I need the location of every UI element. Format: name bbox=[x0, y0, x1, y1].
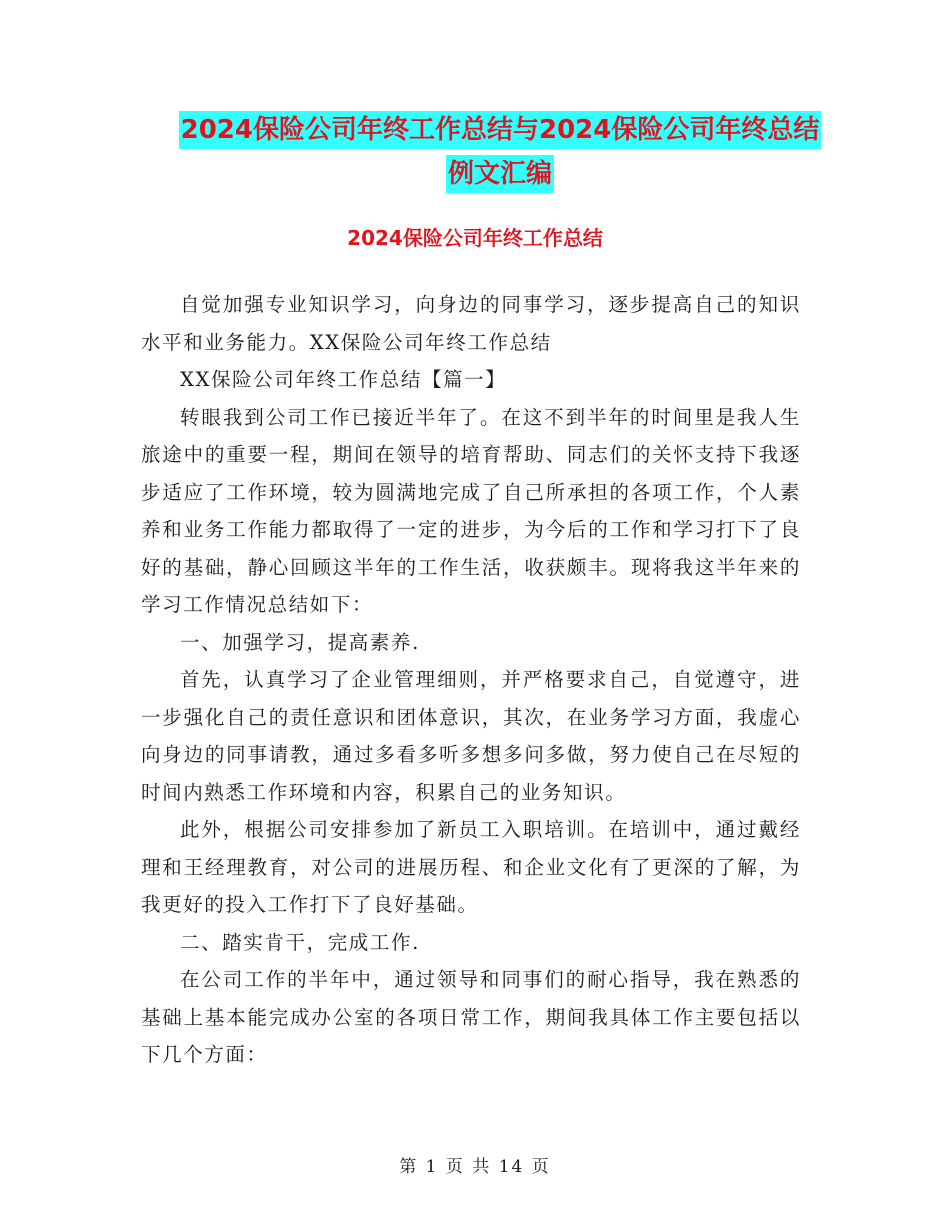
section-title: 2024保险公司年终工作总结 bbox=[347, 226, 603, 250]
title-line-2: 例文汇编 bbox=[446, 155, 554, 193]
heading-2: 二、踏实肯干，完成工作. bbox=[180, 930, 420, 954]
document-title bbox=[100, 108, 900, 196]
paragraph-5: 此外，根据公司安排参加了新员工入职培训。在培训中，通过戴经理和王经理教育，对公司的进展历程、和企业文化有了更深的了解，为我更好的投入工作打下了良好基础。 bbox=[141, 818, 801, 916]
page-footer: 第 1 页 共 14 页 bbox=[399, 1157, 551, 1177]
paragraph-6: 在公司工作的半年中，通过领导和同事们的耐心指导，我在熟悉的基础上基本能完成办公室的各项日常工作，期间我具体工作主要包括以下几个方面： bbox=[141, 968, 801, 1066]
paragraph-3: 转眼我到公司工作已接近半年了。在这不到半年的时间里是我人生旅途中的重要一程，期间在领导的培育帮助、同志们的关怀支持下我逐步适应了工作环境，较为圆满地完成了自己所承担的各项工作，个人素养和业务工作能力都取得了一定的进步，为今后的工作和学习打下了良好的基础，静心回顾这半年的工作生活，收获颇丰。现将我这半年来的学习工作情况总结如下： bbox=[141, 405, 801, 616]
title-line-1: 2024保险公司年终工作总结与2024保险公司年终总结 bbox=[179, 111, 822, 149]
paragraph-2: XX保险公司年终工作总结【篇一】 bbox=[180, 368, 507, 391]
heading-1: 一、加强学习，提高素养. bbox=[180, 630, 420, 654]
paragraph-1: 自觉加强专业知识学习，向身边的同事学习，逐步提高自己的知识水平和业务能力。XX保险公司年终工作总结 bbox=[141, 293, 801, 354]
document-body bbox=[141, 286, 801, 1074]
paragraph-4: 首先，认真学习了企业管理细则，并严格要求自己，自觉遵守，进一步强化自己的责任意识和团体意识，其次，在业务学习方面，我虚心向身边的同事请教，通过多看多听多想多问多做，努力使自己在尽短的时间内熟悉工作环境和内容，积累自己的业务知识。 bbox=[141, 668, 801, 804]
